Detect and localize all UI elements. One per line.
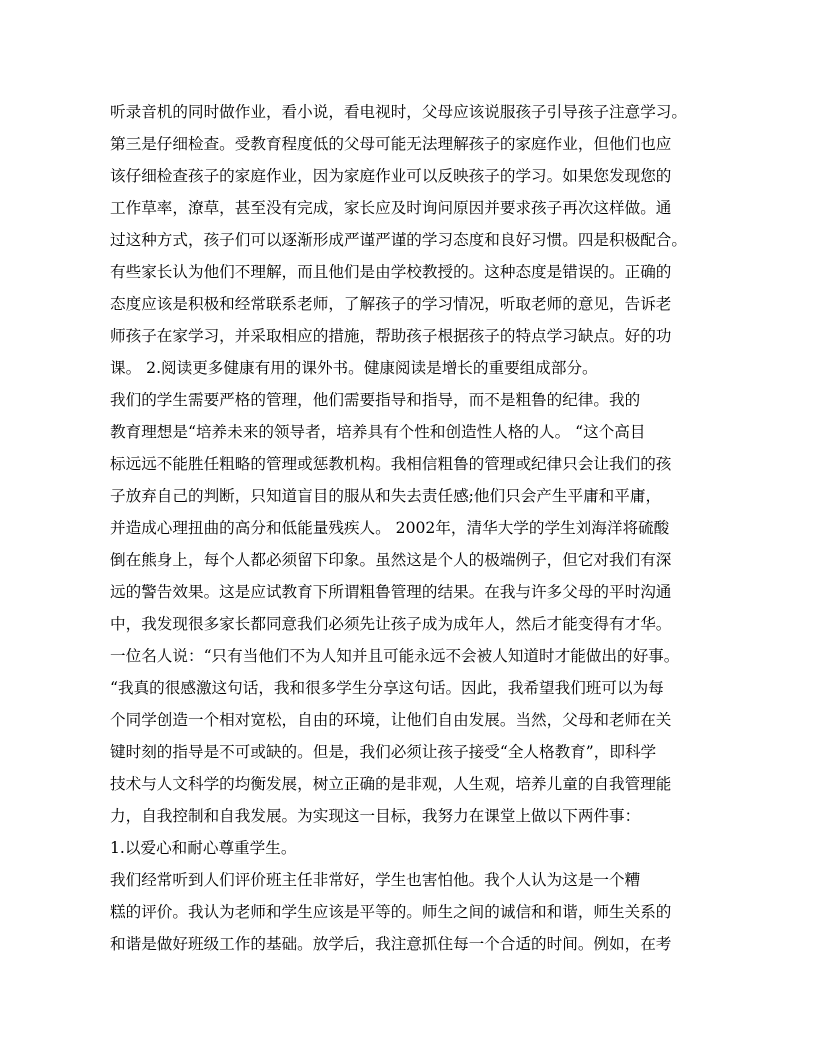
- text-line: 键时刻的指导是不可或缺的。但是，我们必须让孩子接受“全人格教育”，即科学: [110, 743, 657, 761]
- text-line: 该仔细检查孩子的家庭作业，因为家庭作业可以反映孩子的学习。如果您发现您的: [110, 167, 672, 185]
- text-line: 并造成心理扭曲的高分和低能量残疾人。 2002年，清华大学的学生刘海洋将硫酸: [110, 519, 670, 537]
- text-line: 第三是仔细检查。受教育程度低的父母可能无法理解孩子的家庭作业，但他们也应: [110, 135, 672, 153]
- text-line: 课。 2.阅读更多健康有用的课外书。健康阅读是增长的重要组成部分。: [110, 359, 598, 377]
- text-line: 我们的学生需要严格的管理，他们需要指导和指导，而不是粗鲁的纪律。我的: [110, 391, 641, 409]
- text-line: 个同学创造一个相对宽松，自由的环境，让他们自由发展。当然，父母和老师在关: [110, 711, 672, 729]
- text-line: 过这种方式，孩子们可以逐渐形成严谨严谨的学习态度和良好习惯。四是积极配合。: [110, 231, 687, 249]
- text-line: 中，我发现很多家长都同意我们必须先让孩子成为成年人，然后才能变得有才华。: [110, 615, 672, 633]
- text-line: “我真的很感激这句话，我和很多学生分享这句话。因此，我希望我们班可以为每: [110, 679, 664, 697]
- text-line: 我们经常听到人们评价班主任非常好，学生也害怕他。我个人认为这是一个糟: [110, 871, 641, 889]
- text-line: 技术与人文科学的均衡发展，树立正确的是非观，人生观，培养儿童的自我管理能: [110, 775, 672, 793]
- text-line: 师孩子在家学习，并采取相应的措施，帮助孩子根据孩子的特点学习缺点。好的功: [110, 327, 672, 345]
- text-line: 工作草率，潦草，甚至没有完成，家长应及时询问原因并要求孩子再次这样做。通: [110, 199, 672, 217]
- text-line: 和谐是做好班级工作的基础。放学后，我注意抓住每一个合适的时间。例如，在考: [110, 935, 672, 953]
- text-line: 子放弃自己的判断，只知道盲目的服从和失去责任感;他们只会产生平庸和平庸，: [110, 487, 662, 505]
- text-line: 力，自我控制和自我发展。为实现这一目标，我努力在课堂上做以下两件事：: [110, 807, 641, 825]
- text-line: 态度应该是积极和经常联系老师，了解孩子的学习情况，听取老师的意见，告诉老: [110, 295, 672, 313]
- text-line: 一位名人说：“只有当他们不为人知并且可能永远不会被人知道时才能做出的好事。: [110, 647, 680, 665]
- text-line: 1.以爱心和耐心尊重学生。: [110, 839, 297, 857]
- text-line: 听录音机的同时做作业，看小说，看电视时，父母应该说服孩子引导孩子注意学习。: [110, 103, 687, 121]
- text-line: 糕的评价。我认为老师和学生应该是平等的。师生之间的诚信和和谐，师生关系的: [110, 903, 672, 921]
- text-line: 倒在熊身上，每个人都必须留下印象。虽然这是个人的极端例子，但它对我们有深: [110, 551, 672, 569]
- text-line: 标远远不能胜任粗略的管理或惩教机构。我相信粗鲁的管理或纪律只会让我们的孩: [110, 455, 672, 473]
- text-line: 远的警告效果。这是应试教育下所谓粗鲁管理的结果。在我与许多父母的平时沟通: [110, 583, 672, 601]
- text-line: 教育理想是“培养未来的领导者，培养具有个性和创造性人格的人。 “这个高目: [110, 423, 646, 441]
- text-line: 有些家长认为他们不理解，而且他们是由学校教授的。这种态度是错误的。正确的: [110, 263, 672, 281]
